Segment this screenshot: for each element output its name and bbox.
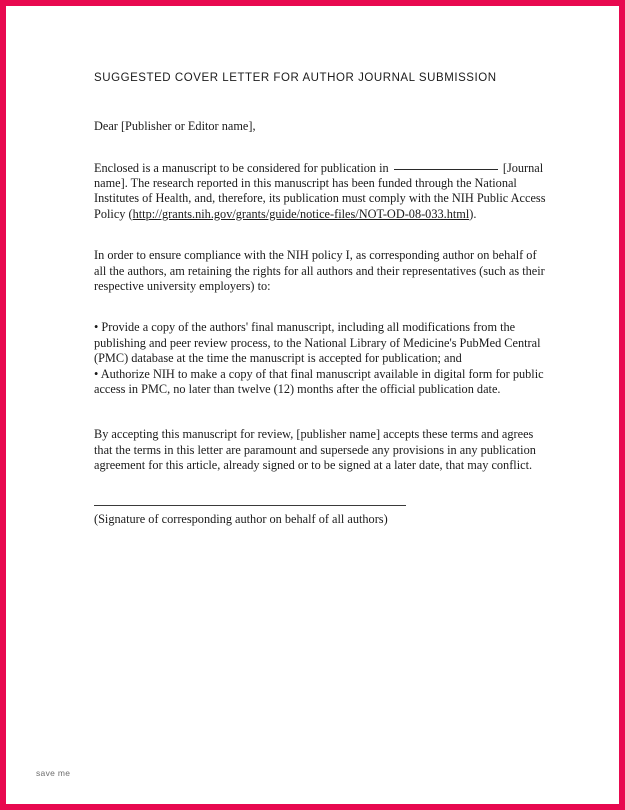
signature-block bbox=[94, 505, 548, 527]
paragraph-1-before-blank: Enclosed is a manuscript to be considered for publication in bbox=[94, 160, 389, 175]
list-item: • Authorize NIH to make a copy of that final manuscript available in digital form for public access in PMC, no later than twelve (12) months after the official publication date. bbox=[94, 366, 544, 396]
paragraph-compliance-rights: In order to ensure compliance with the NIH policy I, as corresponding author on behalf of all the authors, am retaining the rights for all authors and their representatives (such as their respective university employers) to: bbox=[94, 248, 545, 293]
list-item: • Provide a copy of the authors' final manuscript, including all modifications from the publishing and peer review process, to the National Library of Medicine's PubMed Central (PMC) database at the time the manuscript is accepted for publication; and bbox=[94, 320, 541, 366]
paragraph-1-closing: ). bbox=[469, 206, 477, 221]
signature-caption: (Signature of corresponding author on behalf of all authors) bbox=[94, 511, 388, 526]
nih-public-access-policy-link[interactable]: http://grants.nih.gov/grants/guide/notice-files/NOT-OD-08-033.html bbox=[132, 206, 470, 221]
paragraph-acceptance-terms: By accepting this manuscript for review, [publisher name] accepts these terms and agrees that the terms in this letter are paramount and supersede any provisions in any publication agreement for this article, already signed or to be signed at a later date, that may conflict. bbox=[94, 427, 536, 473]
signature-line[interactable] bbox=[94, 505, 406, 506]
fill-in-blank-journal-name[interactable] bbox=[394, 169, 498, 170]
paragraph-1-after-blank: [Journal name]. The research reported in this manuscript has been funded through the National Institutes of Health, and, therefore, its publication must comply with the NIH Public Access Policy ( bbox=[94, 160, 546, 221]
document-body bbox=[94, 70, 548, 527]
watermark-label: save me bbox=[36, 768, 71, 778]
rights-bullet-list bbox=[94, 320, 548, 397]
page-title: SUGGESTED COVER LETTER FOR AUTHOR JOURNAL SUBMISSION bbox=[94, 72, 497, 84]
salutation-line: Dear [Publisher or Editor name], bbox=[94, 119, 256, 133]
paragraph-enclosed-manuscript bbox=[94, 161, 548, 223]
